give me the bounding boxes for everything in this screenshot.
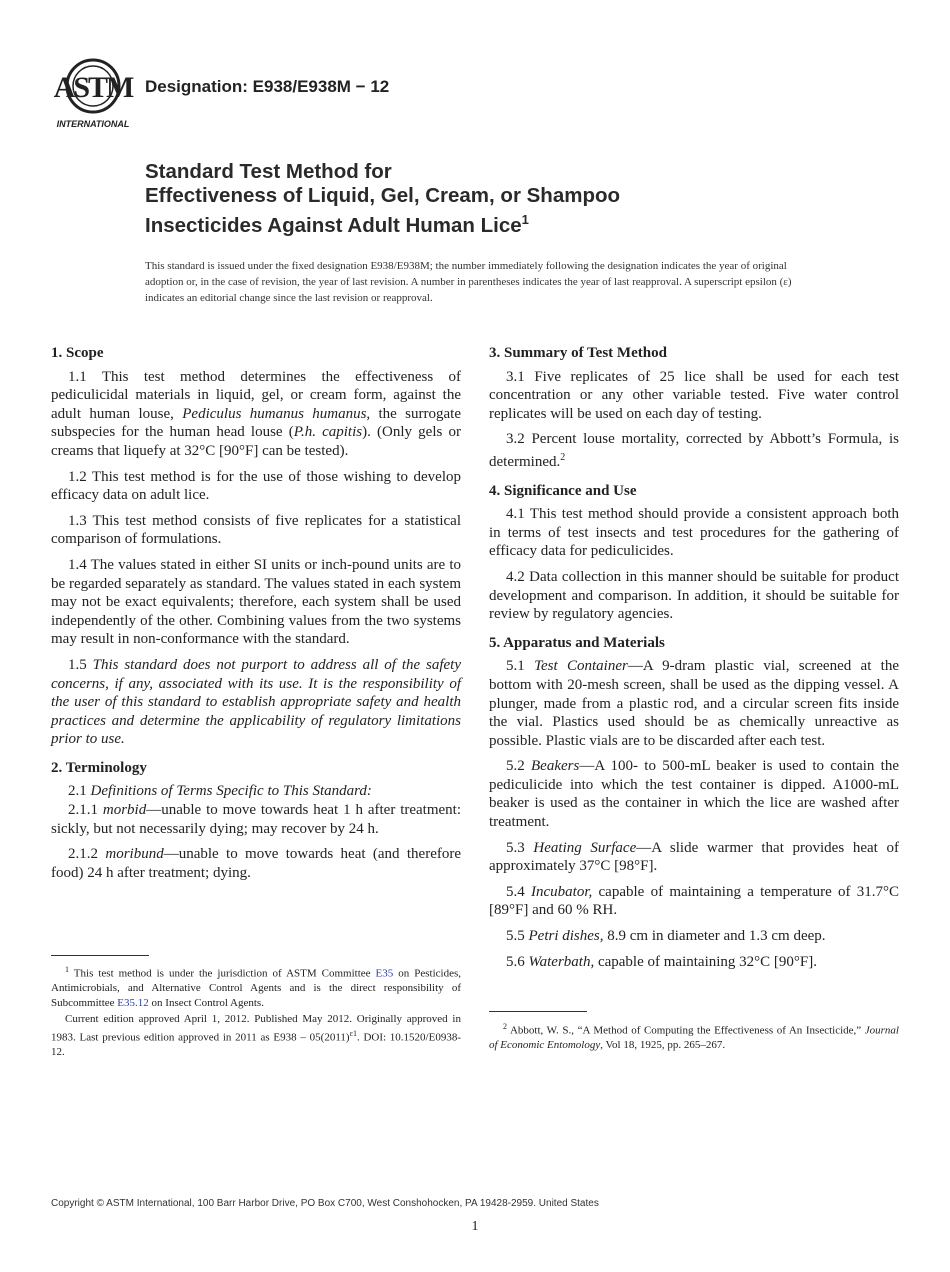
paragraph-5-1: 5.1 Test Container—A 9-dram plastic vial, screened at the bottom with 20-mesh screen, shall be used as the dipping vessel. A plunger, made from a plastic rod, and a circular screen fits inside the vial. Plastics used should be as chemically unreactive as possible. Plastic vials are to be discarded after each test.: [489, 658, 900, 749]
link-e35[interactable]: E35: [375, 967, 394, 980]
title-footnote-mark: 1: [521, 212, 529, 227]
svg-text:INTERNATIONAL: INTERNATIONAL: [56, 119, 130, 129]
section-heading-summary: 3. Summary of Test Method: [489, 345, 667, 361]
paragraph-3-2: 3.2 Percent louse mortality, corrected by Abbott’s Formula, is determined.$^2$: [489, 431, 899, 470]
paragraph-2-1: 2.1 Definitions of Terms Specific to This Standard:: [68, 783, 372, 800]
paragraph-2-1-2: 2.1.2 moribund—unable to move towards heat (and therefore food) 24 h after treatment; dying.: [51, 846, 462, 881]
section-heading-apparatus: 5. Apparatus and Materials: [489, 634, 665, 651]
title-line-3: Insecticides Against Adult Human Lice$^1$: [145, 212, 529, 237]
paragraph-4-2: 4.2 Data collection in this manner should be suitable for product development and comparison. In addition, it should be suitable for review by regulatory agencies.: [489, 568, 899, 623]
section-heading-scope: 1. Scope: [51, 345, 104, 361]
title-line-2: Effectiveness of Liquid, Gel, Cream, or Shampoo: [145, 184, 621, 207]
footnote-2: [489, 1020, 899, 1055]
paragraph-2-1-1: 2.1.1 morbid—unable to move towards heat 1 h after treatment: sickly, but not necessarily dying; may recover by 24 h.: [51, 802, 462, 837]
paragraph-5-2: 5.2 Beakers—A 100- to 500-mL beaker is used to contain the pediculicide into which the test container is dipped. A1000-mL beaker is used as the container in which the lice are washed after treatment.: [489, 758, 899, 831]
footnote-divider: [489, 1011, 587, 1012]
page-number: 1: [471, 1219, 479, 1234]
left-column: [51, 338, 461, 889]
section-heading-significance: 4. Significance and Use: [489, 482, 637, 499]
title-line-1: Standard Test Method for: [145, 160, 392, 183]
footnote-divider: [51, 955, 149, 956]
footnote-1-text: $^1$ This test method is under the jurisdiction of ASTM Committee E35 on Pesticides, Antimicrobials, and Alternative Control Agents and is the direct responsibility of Subcommittee E35.12 on Insect Control Agents.: [51, 965, 461, 1009]
footnote-1-edition: Current edition approved April 1, 2012. Published May 2012. Originally approved in 1983. Last previous edition approved in 2011 as $E938 - 05(2011)^{\varepsilon 1}$. DOI: 10.1520/E0938-12.: [51, 1013, 461, 1059]
issuance-note: This standard is issued under the fixed designation E938/E938M; the number immediately following the designation indicates the year of original adoption or, in the case of revision, the year of last revision. A number in parentheses indicates the year of last reapproval. A superscript epsilon (ε) indicates an editorial change since the last revision or reapproval.: [145, 260, 792, 304]
link-e35-12[interactable]: E35.12: [117, 996, 149, 1009]
paragraph-1-1: 1.1 This test method determines the effectiveness of pediculicidal materials in liquid, gel, or cream form, against the adult human louse, Pediculus humanus humanus, the surrogate subspecies for the human head louse (P.h. capitis). (Only gels or creams that liquefy at 32°C [90°F] can be tested).: [51, 368, 461, 459]
paragraph-1-2: 1.2 This test method is for the use of those wishing to develop efficacy data on adult lice.: [51, 468, 461, 504]
paragraph-1-5: 1.5 This standard does not purport to address all of the safety concerns, if any, associated with its use. It is the responsibility of the user of this standard to establish appropriate safety and health practices and determine the applicability of regulatory limitations prior to use.: [51, 656, 462, 748]
footnote-ref-2[interactable]: 2: [560, 451, 566, 463]
paragraph-1-3: 1.3 This test method consists of five replicates for a statistical comparison of formulations.: [51, 512, 461, 548]
section-heading-terminology: 2. Terminology: [51, 759, 147, 776]
paragraph-1-4: 1.4 The values stated in either SI units or inch-pound units are to be regarded separately as standard. The values stated in each system may not be exact equivalents; therefore, each system shall be used independently of the other. Combining values from the two systems may result in non-conformance with the standard.: [51, 556, 461, 648]
paragraph-3-1: 3.1 Five replicates of 25 lice shall be used for each test concentration or any other variable tested. Five water control replicates will be used on each day of testing.: [489, 368, 899, 422]
astm-logo: [50, 56, 136, 132]
svg-text:ASTM: ASTM: [53, 71, 133, 104]
footnote-2-text: $^2$ Abbott, W. S., “A Method of Computing the Effectiveness of An Insecticide,” Journal of Economic Entomology, Vol 18, 1925, pp. 265–267.: [489, 1022, 899, 1052]
footnote-1: [51, 963, 461, 1062]
paragraph-4-1: 4.1 This test method should provide a consistent approach both in terms of test insects and test procedures for the gathering of efficacy data for pediculicides.: [489, 506, 899, 560]
document-title: [145, 160, 865, 238]
copyright-notice: Copyright © ASTM International, 100 Barr Harbor Drive, PO Box C700, West Conshohocken, PA 19428-2959. United States: [51, 1198, 599, 1209]
paragraph-5-6: 5.6 Waterbath, capable of maintaining 32°C [90°F].: [506, 953, 817, 970]
paragraph-5-5: 5.5 Petri dishes, 8.9 cm in diameter and 1.3 cm deep.: [506, 928, 826, 945]
designation: Designation: E938/E938M − 12: [145, 77, 390, 96]
paragraph-5-4: 5.4 Incubator, capable of maintaining a temperature of 31.7°C [89°F] and 60 % RH.: [489, 883, 900, 919]
paragraph-5-3: 5.3 Heating Surface—A slide warmer that provides heat of approximately 37°C [98°F].: [489, 839, 899, 875]
right-column: [489, 338, 899, 978]
